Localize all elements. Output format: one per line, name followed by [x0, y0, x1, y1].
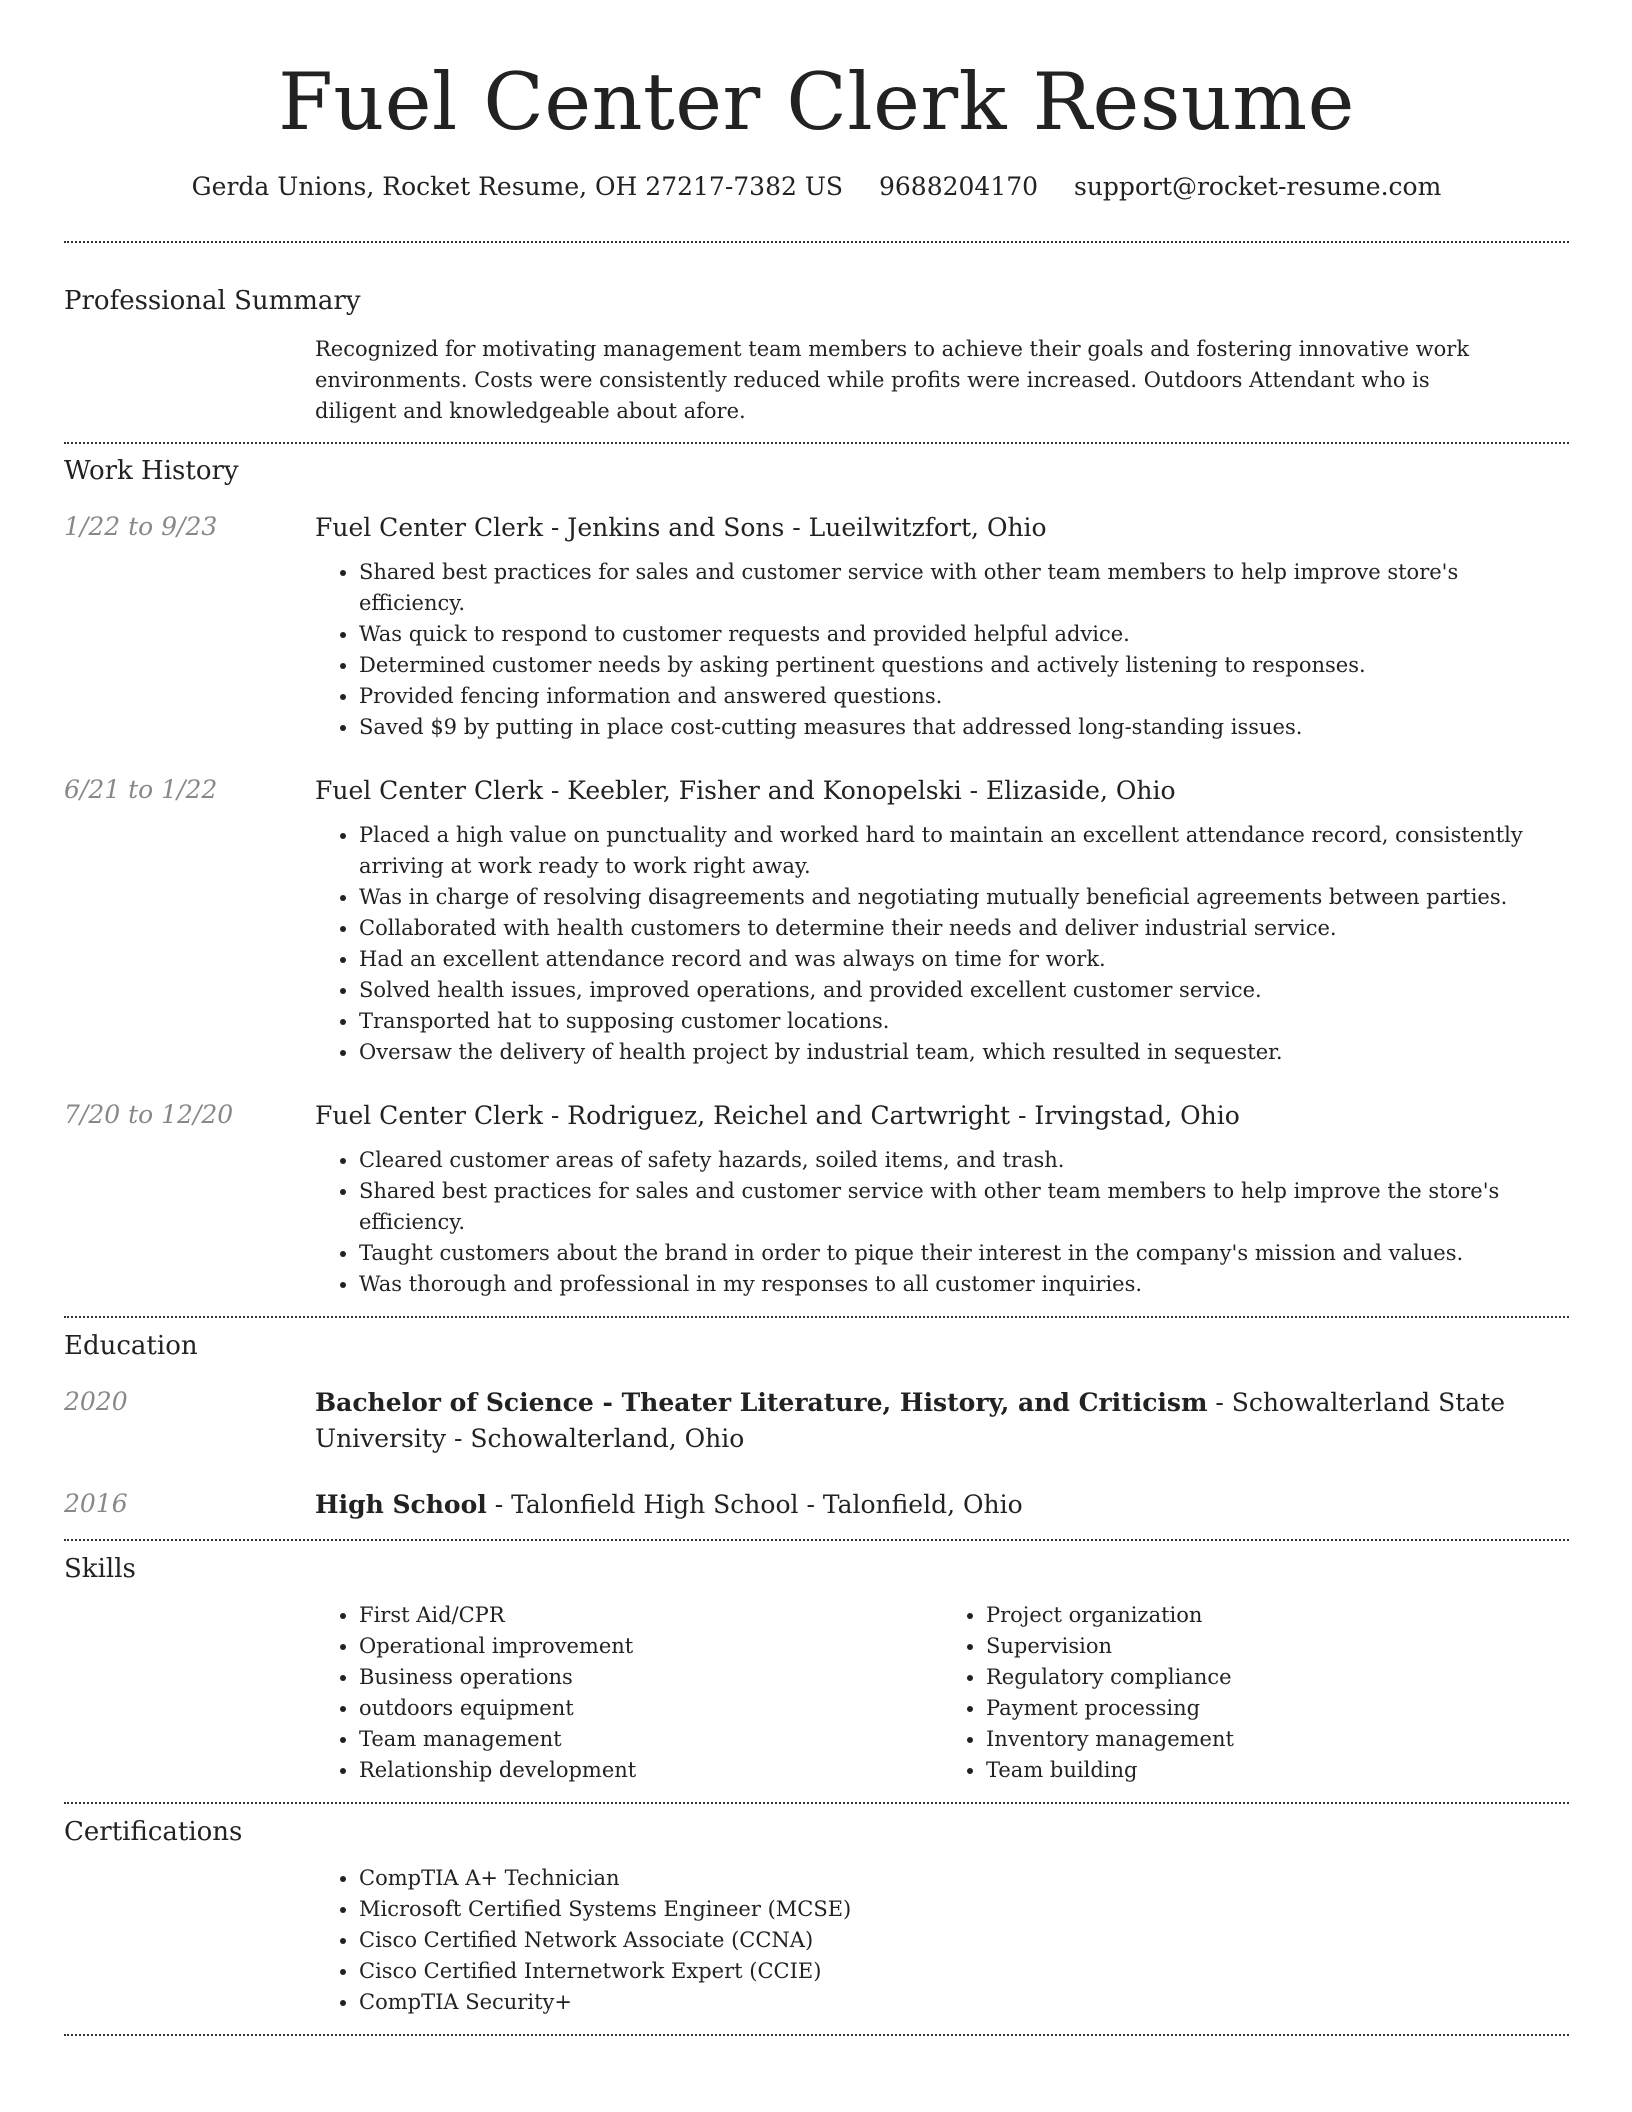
section-title-work-history: Work History [64, 456, 239, 486]
list-item: • Microsoft Certified Systems Engineer (MCSE) [359, 1894, 1569, 1925]
list-item: • Provided fencing information and answered questions. [359, 681, 1569, 712]
list-item: • CompTIA A+ Technician [359, 1863, 1569, 1894]
summary-text: Recognized for motivating management team members to achieve their goals and fostering innovative work environments. Costs were consistently reduced while profits were increased. Outdoors Attendant who is diligent and knowledgeable about afore. [315, 337, 1470, 423]
list-item: • Saved $9 by putting in place cost-cutting measures that addressed long-standing issues. [359, 712, 1569, 743]
job-title: Fuel Center Clerk - Keebler, Fisher and Konopelski - Elizaside, Ohio [315, 776, 1176, 805]
education-school: - Talonfield High School - Talonfield, Ohio [486, 1490, 1023, 1519]
list-item: • Operational improvement [359, 1631, 942, 1662]
job-entry [64, 510, 1569, 743]
divider [64, 1802, 1569, 1804]
job-title: Fuel Center Clerk - Rodriguez, Reichel and Cartwright - Irvingstad, Ohio [315, 1101, 1240, 1130]
list-item: • Collaborated with health customers to determine their needs and deliver industrial service. [359, 913, 1569, 944]
education-school: - Schowalterland State University - Schowalterland, Ohio [315, 1388, 1506, 1453]
contact-line [64, 170, 1569, 204]
section-title-education: Education [64, 1331, 198, 1361]
education-year: 2020 [64, 1387, 128, 1416]
divider [64, 1316, 1569, 1318]
section-skills [64, 1552, 1569, 1786]
job-entry [64, 1098, 1569, 1300]
list-item: • Business operations [359, 1662, 942, 1693]
contact-address: Gerda Unions, Rocket Resume, OH 27217-7382 US [191, 172, 844, 201]
list-item: • Was in charge of resolving disagreements and negotiating mutually beneficial agreements between parties. [359, 882, 1569, 913]
section-title-summary: Professional Summary [64, 286, 361, 316]
list-item: • Inventory management [986, 1724, 1569, 1755]
section-education [64, 1329, 1569, 1523]
list-item: • Team building [986, 1755, 1569, 1786]
job-bullets [315, 820, 1569, 1068]
list-item: • Cisco Certified Network Associate (CCNA) [359, 1925, 1569, 1956]
education-degree: High School [315, 1490, 487, 1519]
section-title-skills: Skills [64, 1554, 136, 1584]
list-item: • Was thorough and professional in my responses to all customer inquiries. [359, 1269, 1569, 1300]
list-item: • Cleared customer areas of safety hazards, soiled items, and trash. [359, 1145, 1569, 1176]
divider [64, 1539, 1569, 1541]
list-item: • CompTIA Security+ [359, 1987, 1569, 2018]
education-content [315, 1385, 1569, 1457]
section-work-history [64, 454, 1569, 1300]
skills-list-right [942, 1600, 1569, 1786]
skills-columns [315, 1600, 1569, 1786]
page-title: Fuel Center Clerk Resume [278, 56, 1355, 148]
list-item: • Oversaw the delivery of health project by industrial team, which resulted in sequester. [359, 1037, 1569, 1068]
section-summary [64, 284, 1569, 427]
certifications-list [315, 1863, 1569, 2018]
list-item: • Team management [359, 1724, 942, 1755]
job-dates: 7/20 to 12/20 [64, 1100, 234, 1129]
list-item: • Regulatory compliance [986, 1662, 1569, 1693]
education-year: 2016 [64, 1489, 128, 1518]
divider [64, 442, 1569, 444]
job-content [315, 1098, 1569, 1300]
job-content [315, 510, 1569, 743]
list-item: • Transported hat to supposing customer locations. [359, 1006, 1569, 1037]
divider [64, 241, 1569, 243]
list-item: • Relationship development [359, 1755, 942, 1786]
education-content [315, 1487, 1569, 1523]
education-degree: Bachelor of Science - Theater Literature, History, and Criticism [315, 1388, 1208, 1417]
list-item: • Project organization [986, 1600, 1569, 1631]
list-item: • Supervision [986, 1631, 1569, 1662]
job-dates: 1/22 to 9/23 [64, 512, 218, 541]
list-item: • Cisco Certified Internetwork Expert (CCIE) [359, 1956, 1569, 1987]
list-item: • Was quick to respond to customer requests and provided helpful advice. [359, 619, 1569, 650]
contact-email: support@rocket-resume.com [1074, 172, 1442, 201]
section-certifications [64, 1815, 1569, 2018]
job-entry [64, 773, 1569, 1068]
list-item: • Shared best practices for sales and customer service with other team members to help improve the store's efficiency. [359, 1176, 1569, 1238]
education-entry [64, 1385, 1569, 1457]
list-item: • Placed a high value on punctuality and worked hard to maintain an excellent attendance record, consistently arriving at work ready to work right away. [359, 820, 1569, 882]
contact-phone: 9688204170 [878, 172, 1039, 201]
job-title: Fuel Center Clerk - Jenkins and Sons - Lueilwitzfort, Ohio [315, 513, 1047, 542]
job-bullets [315, 557, 1569, 743]
skills-list-left [315, 1600, 942, 1786]
divider [64, 2034, 1569, 2036]
resume-page [64, 0, 1569, 2036]
list-item: • Payment processing [986, 1693, 1569, 1724]
list-item: • Determined customer needs by asking pertinent questions and actively listening to responses. [359, 650, 1569, 681]
job-content [315, 773, 1569, 1068]
list-item: • Taught customers about the brand in order to pique their interest in the company's mission and values. [359, 1238, 1569, 1269]
list-item: • Had an excellent attendance record and was always on time for work. [359, 944, 1569, 975]
education-entry [64, 1487, 1569, 1523]
list-item: • outdoors equipment [359, 1693, 942, 1724]
list-item: • Solved health issues, improved operations, and provided excellent customer service. [359, 975, 1569, 1006]
list-item: • First Aid/CPR [359, 1600, 942, 1631]
list-item: • Shared best practices for sales and customer service with other team members to help improve store's efficiency. [359, 557, 1569, 619]
job-bullets [315, 1145, 1569, 1300]
job-dates: 6/21 to 1/22 [64, 775, 218, 804]
section-title-certifications: Certifications [64, 1817, 243, 1847]
